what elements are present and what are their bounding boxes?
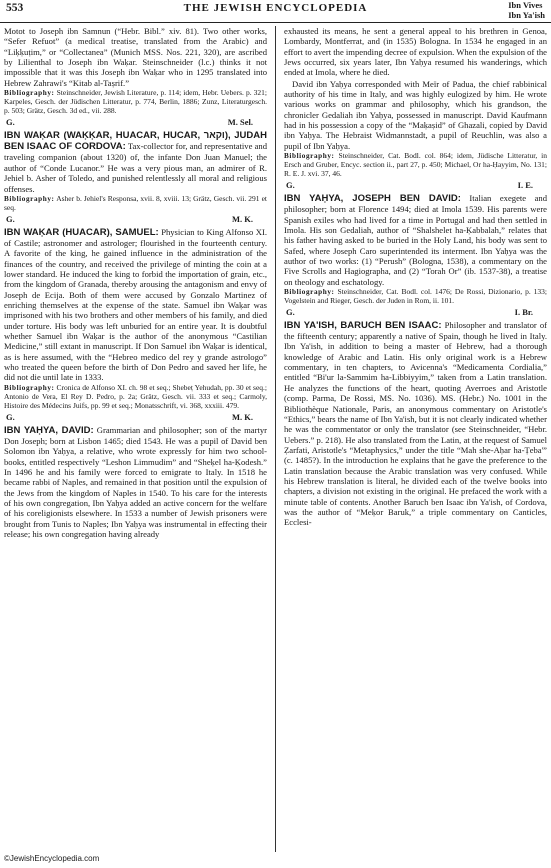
entry-text: Grammarian and philosopher; son of the martyr Don Joseph; born at Lisbon 1465; died 1543. He was a pupil of David ben Solomon ibn Yaḥya, a relative, who wrote expressly for him two school-books, entitled respectively “Leshon Limmudim” and “Sheḳel ha-Ḳodesh.” In 1496 he and his family were forced to emigrate to Italy. In 1518 he became rabbi of Naples, and remained in that position until the expulsion of the Jews from the kingdom of Naples in 1540. To his care for the interests of his own congregation, Ibn Yaḥya added an active concern for the welfare of his coreligionists elsewhere. In 1533 a number of Jewish prisoners were brought from Tunis to Naples; Ibn Yaḥya was instrumental in effecting their release; his own congregation having already — [4, 424, 267, 539]
signature-initial: G. — [6, 411, 15, 422]
bibliography — [284, 152, 547, 179]
bibliography-label: Bibliography: — [4, 89, 55, 98]
signature-initial: G. — [286, 306, 295, 317]
signature-initial: G. — [286, 179, 295, 190]
column-divider — [275, 26, 276, 852]
left-column — [4, 26, 267, 848]
bibliography — [284, 288, 547, 306]
bibliography-text: Steinschneider, Cat. Bodl. col. 1476; De Rossi, Dizionario, p. 133; Vogelstein and Rieger, Gesch. der Juden in Rom, ii. 101. — [284, 286, 547, 305]
body-paragraph: exhausted its means, he sent a general appeal to his brethren in Genoa, Lombardy, Montferrat, and (in 1535) Bologna. In 1534 he engaged in an effort to avert the impending decree of expulsion. When the expulsion of the Jews occurred, six years later, Ibn Yaḥya resumed his wanderings, which ended at Imola, where he died. — [284, 26, 547, 78]
signature-line — [284, 307, 547, 317]
bibliography-text: Cronica de Alfonso XI. ch. 98 et seq.; Shebeṭ Yehudah, pp. 30 et seq.; Antonio de Vera, El Rey D. Pedro, p. 2a; Grätz, Gesch. vii. 333 et seq.; Carmoly, Histoire des Médecins Juifs, pp. 99 et seq.; Monatsschrift, vi. 368, xxxiii. 479. — [4, 382, 267, 410]
signature-author: I. E. — [517, 179, 533, 190]
entry-headword: IBN WAḲAR (WAḲḲAR, HUACAR, HUCAR, וקאר), JUDAH BEN ISAAC OF CORDOVA: — [4, 129, 267, 153]
page-number: 553 — [6, 2, 24, 14]
signature-author: M. K. — [231, 213, 253, 224]
bibliography-text: Steinschneider, Jewish Literature, p. 114; idem, Hebr. Uebers. p. 321; Karpeles, Gesch. der Jüdischen Litteratur, p. 774, Berlin, 1886; Zunz, Literaturgesch. p. 503; Grätz, Gesch. 3d ed., vii. 288. — [4, 88, 267, 115]
page-title: THE JEWISH ENCYCLOPEDIA — [183, 2, 368, 14]
signature-author: M. K. — [231, 411, 253, 422]
entry-text: Tax-collector for, and representative and traveling companion (about 1320) of, the infante Don Juan Manuel; the author of “Conde Lucanor.” He was a very pious man, an admirer of R. Jehiel b. Asher of Toledo, and punished relentlessly all moral and religious offenses. — [4, 141, 267, 194]
article-entry — [4, 227, 267, 383]
article-entry — [4, 130, 267, 194]
signature-line — [4, 214, 267, 224]
bibliography-label: Bibliography: — [284, 287, 335, 296]
guide-words — [508, 0, 545, 20]
guide-word-top: Ibn Vives — [508, 0, 543, 10]
signature-author: M. Sel. — [227, 116, 253, 127]
entry-text: Physician to King Alfonso XI. of Castile; astronomer and astrologer; flourished in the fourteenth century. A favorite of the king, he gained influence in the administration of the finances of the country, and received the privilege of minting the coin at a lower standard. He induced the king to forbid the importation of grain, etc., from the kingdom of Granada, thereby arousing the antagonism and envy of Joseph de Ecija. Both of them were accused by Gonzalo Martinez of enriching themselves at the expense of the state. Samuel ibn Waḳar was imprisoned with his two brothers and other members of his family, and died under torture. His body was left unburied for an entire year. It is doubtful whether Samuel ibn Waḳar is the author of the anonymous “Castilian Medicine,” still extant in manuscript. If Don Samuel ibn Waḳar is identical, as is here assumed, with the “Hebreo medico del rey y grande astrologo” who treated the queen before the birth of Don Pedro and saved her life, he did not die until late in 1333. — [4, 226, 267, 383]
signature-line — [284, 180, 547, 190]
signature-line — [4, 117, 267, 127]
body-paragraph: David ibn Yaḥya corresponded with Meïr of Padua, the chief rabbinical authority of his time in Italy, and was highly eulogized by him. He wrote various works on grammar and philosophy, which his grandson, the chronicler Gedaliah ibn Yaḥya, possessed in manuscript. David Kaufmann had in his possession a copy of the “Maḳaṣid” of Ghazali, copied by David ibn Yaḥya. The Hebraist Widmannstadt, a pupil of Reuchlin, was also a pupil of Ibn Yaḥya. — [284, 78, 547, 151]
body-paragraph: Motot to Joseph ibn Samnun (“Hebr. Bibl.” xiv. 81). Two other works, “Sefer Refuot” (a medical treatise, translated from the Arabic) and “Liḳḳuṭim,” or “Collectanea” (Munich MSS. Nos. 221, 320), are ascribed by Lilienthal to Joseph ibn Waḳar. Steinschneider (l.c.) thinks it not impossible that it was this Joseph ibn Waḳar who in 1295 translated into Hebrew Zahrawi's “Kitab al-Taṣrif.” — [4, 26, 267, 88]
article-entry — [284, 320, 547, 528]
bibliography — [4, 384, 267, 411]
bibliography — [4, 195, 267, 213]
entry-text: Philosopher and translator of the fifteenth century; apparently a native of Spain, though he lived in Italy. Ibn Ya'ish, in addition to being a master of Hebrew, had a thorough knowledge of Arabic and Latin. His only original work is a Hebrew commentary, in ten chapters, to Avicenna's “Medicamenta Cordialia,” entitled “Bi'ur la-Sammim ha-Libbiyyim,” taken from a Latin translation. He analyzes the functions of the heart, quoting Averroes and Aristotle (comp. Parma, De Rossi, MS. No. 1036). MS. (Hebr.) No. 1001 in the Bibliothèque Nationale, Paris, an anonymous commentary on Aristotle's “Ethics,” bears the name of Ibn Ya'ish, but it is not clearly indicated whether he was the commentator or only the translator (see Steinschneider, “Hebr. Uebers.” p. 218). He also translated from the Latin, at the request of Samuel Ẓarfati, Aristotle's “Metaphysics,” under the title “Mah she-Aḥar ha-Ṭeba'” (c. 1485?). In the introduction he explains that he gave the preference to the Latin translation because the Arabic translation was very confused. While his Hebrew translation is literal, he divided each of the twelve books into chapters, a division not existing in the original. He prefaced the work with a minute table of contents. Another Baruch ben Isaac ibn Ya'ish, of Cordova, was the author of “Meḳor Baruk,” a triple commentary on Canticles, Ecclesi- — [284, 319, 547, 528]
signature-author: I. Br. — [514, 306, 533, 317]
bibliography-label: Bibliography: — [4, 383, 55, 392]
entry-headword: IBN YAḤYA, JOSEPH BEN DAVID: — [284, 192, 461, 204]
entry-headword: IBN YAḤYA, DAVID: — [4, 424, 94, 436]
bibliography-label: Bibliography: — [4, 194, 55, 203]
page-header — [0, 0, 551, 23]
bibliography — [4, 89, 267, 116]
entry-text: Italian exegete and philosopher; born at Florence 1494; died at Imola 1539. His parents were Spanish exiles who had lived for a time in Portugal and had then settled in Imola. His son Gedaliah, author of “Shalshelet ha-Ḳabbalah,” relates that his father having asked to be buried in the Holy Land, his body was sent to Safed, where Joseph Caro superintended its interment. Ibn Yaḥya was the author of two works: (1) “Perush” (Bologna, 1538), a commentary on the Five Scrolls and Hagiographa, and (2) “Torah Or” (ib. 1537-38), a treatise on theology and eschatology. — [284, 192, 547, 287]
bibliography-label: Bibliography: — [284, 152, 335, 161]
site-watermark: ©JewishEncyclopedia.com — [4, 854, 100, 863]
article-entry — [284, 193, 547, 287]
signature-line — [4, 412, 267, 422]
signature-initial: G. — [6, 116, 15, 127]
entry-headword: IBN YA'ISH, BARUCH BEN ISAAC: — [284, 319, 442, 331]
signature-initial: G. — [6, 213, 15, 224]
right-column — [284, 26, 547, 848]
guide-word-bottom: Ibn Ya'ish — [508, 10, 545, 20]
bibliography-text: Steinschneider, Cat. Bodl. col. 864; idem, Jüdische Litteratur, in Ersch and Gruber, Encyc. section ii., part 27, p. 450; Michael, Or ha-Ḥayyim, No. 131; R. E. J. xvi. 37, 46. — [284, 151, 547, 178]
bibliography-text: Asher b. Jehiel's Responsa, xvii. 8, xviii. 13; Grätz, Gesch. vii. 291 et seq. — [4, 193, 267, 212]
entry-headword: IBN WAḲAR (HUACAR), SAMUEL: — [4, 226, 159, 238]
article-entry — [4, 425, 267, 540]
